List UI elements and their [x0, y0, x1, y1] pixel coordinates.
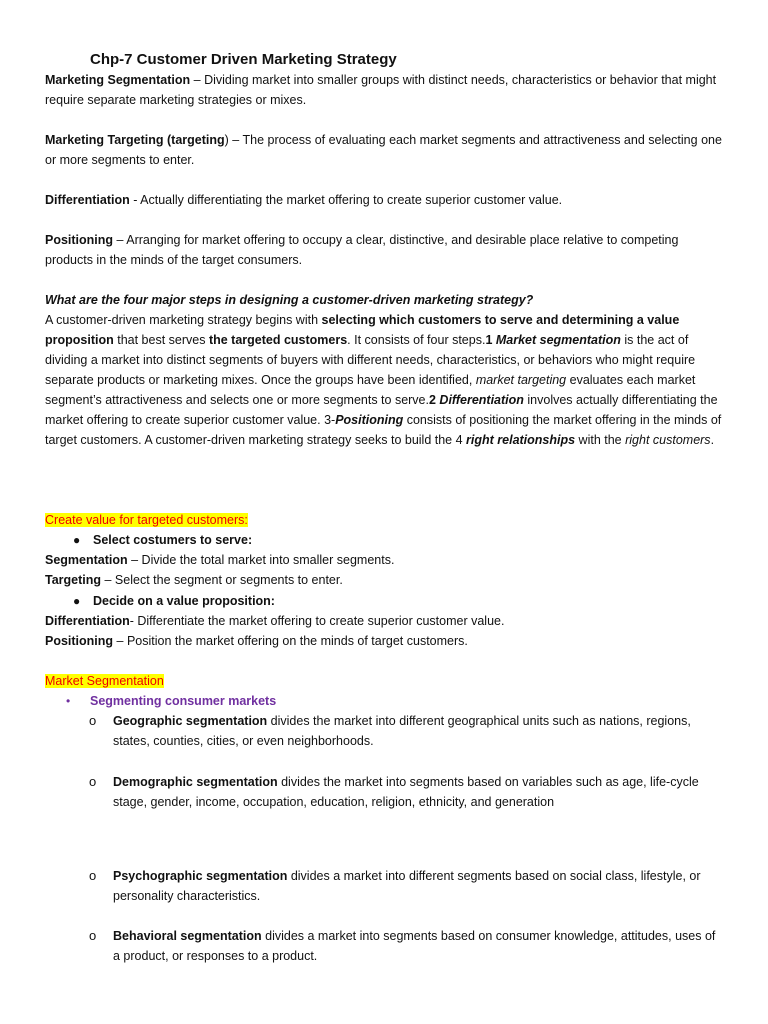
answer-paragraph: A customer-driven marketing strategy begins with selecting which customers to serve and determining a value proposition that best serves the targeted customers. It consists of four steps.1 Market segmentation is the act of dividing a market into distinct segments of buyers with different needs, characteristics, or behaviors who might require separate products or marketing mixes. Once the groups have been identified, market targeting evaluates each market segment’s attractiveness and selects one or more segments to serve.2 Differentiation involves actually differentiating the market offering to create superior customer value. 3-Positioning consists of positioning the market offering in the minds of target customers. A customer-driven marketing strategy seeks to build the 4 right relationships with the right customers. [45, 313, 722, 447]
question-heading: What are the four major steps in designing a customer-driven marketing strategy? [45, 293, 534, 307]
bullet-dot-icon: ● [73, 594, 81, 608]
definition-targeting: Marketing Targeting (targeting) – The process of evaluating each market segments and attractiveness and selecting one or more segments to enter. [45, 133, 722, 167]
positioning-line: Positioning – Position the market offering on the minds of target customers. [45, 634, 468, 648]
purple-bullet-icon: • [66, 694, 71, 708]
targeting-line: Targeting – Select the segment or segments to enter. [45, 573, 343, 587]
definition-segmentation: Marketing Segmentation – Dividing market into smaller groups with distinct needs, characteristics or behavior that might require separate marketing strategies or mixes. [45, 73, 717, 107]
circle-bullet-icon: o [89, 868, 97, 883]
psychographic-segmentation-item: Psychographic segmentation divides a market into different segments based on social class, lifestyle, or personality characteristics. [113, 869, 701, 903]
market-segmentation-heading: Market Segmentation [45, 674, 164, 688]
circle-bullet-icon: o [89, 713, 97, 728]
bullet-select-customers: Select costumers to serve: [93, 533, 253, 547]
differentiation-line: Differentiation- Differentiate the market offering to create superior customer value. [45, 614, 505, 628]
geographic-segmentation-item: Geographic segmentation divides the market into different geographical units such as nations, regions, states, counties, cities, or even neighborhoods. [113, 714, 691, 748]
create-value-heading: Create value for targeted customers: [45, 513, 248, 527]
definition-positioning: Positioning – Arranging for market offering to occupy a clear, distinctive, and desirable place relative to competing products in the minds of the target consumers. [45, 233, 679, 267]
segmentation-line: Segmentation – Divide the total market into smaller segments. [45, 553, 395, 567]
circle-bullet-icon: o [89, 774, 97, 789]
page-title: Chp-7 Customer Driven Marketing Strategy [90, 51, 397, 68]
definition-differentiation: Differentiation - Actually differentiating the market offering to create superior customer value. [45, 193, 563, 207]
circle-bullet-icon: o [89, 928, 97, 943]
bullet-dot-icon: ● [73, 533, 81, 547]
behavioral-segmentation-item: Behavioral segmentation divides a market into segments based on consumer knowledge, attitudes, uses of a product, or responses to a product. [113, 929, 716, 963]
bullet-value-proposition: Decide on a value proposition: [93, 594, 275, 608]
segmenting-consumer-markets: Segmenting consumer markets [90, 694, 277, 708]
demographic-segmentation-item: Demographic segmentation divides the market into segments based on variables such as age, life-cycle stage, gender, income, occupation, education, religion, ethnicity, and generation [113, 775, 699, 809]
